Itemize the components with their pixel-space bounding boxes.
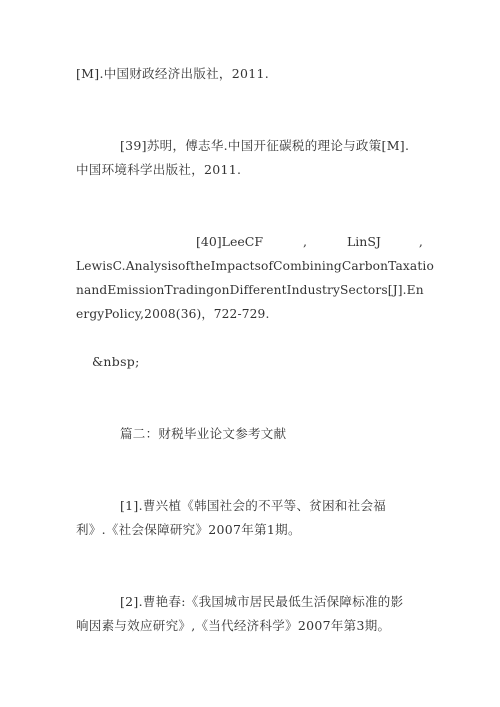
reference-40-line2: LewisC.AnalysisoftheImpactsofCombiningCarbonTaxatio xyxy=(76,259,434,273)
reference-39-line2: 中国环境科学出版社，2011. xyxy=(76,162,242,177)
reference-40-author2: LinSJ xyxy=(346,234,381,249)
reference-40-line4: ergyPolicy,2008(36)，722-729. xyxy=(76,307,270,321)
reference-40-separator1: , xyxy=(303,234,307,249)
reference-1-line1: [1].曹兴植《韩国社会的不平等、贫困和社会福 xyxy=(120,498,387,513)
reference-40-author1: [40]LeeCF xyxy=(196,234,263,249)
reference-39-line1: [39]苏明，傅志华.中国开征碳税的理论与政策[M]. xyxy=(120,138,410,153)
reference-40-authors-row xyxy=(196,234,424,250)
reference-38-tail: [M].中国财政经济出版社，2011. xyxy=(76,66,270,81)
reference-2-line2: 响因素与效应研究》,《当代经济科学》2007年第3期。 xyxy=(76,618,391,633)
nbsp-entity-text: &nbsp; xyxy=(92,354,140,369)
section-title: 篇二：财税毕业论文参考文献 xyxy=(120,426,287,441)
reference-1-line2: 利》.《社会保障研究》2007年第1期。 xyxy=(76,522,301,537)
reference-40-line3: nandEmissionTradingonDifferentIndustrySectors[J].En xyxy=(76,283,424,297)
reference-2-line1: [2].曹艳春:《我国城市居民最低生活保障标准的影 xyxy=(120,594,404,609)
reference-40-separator2: , xyxy=(418,234,423,249)
